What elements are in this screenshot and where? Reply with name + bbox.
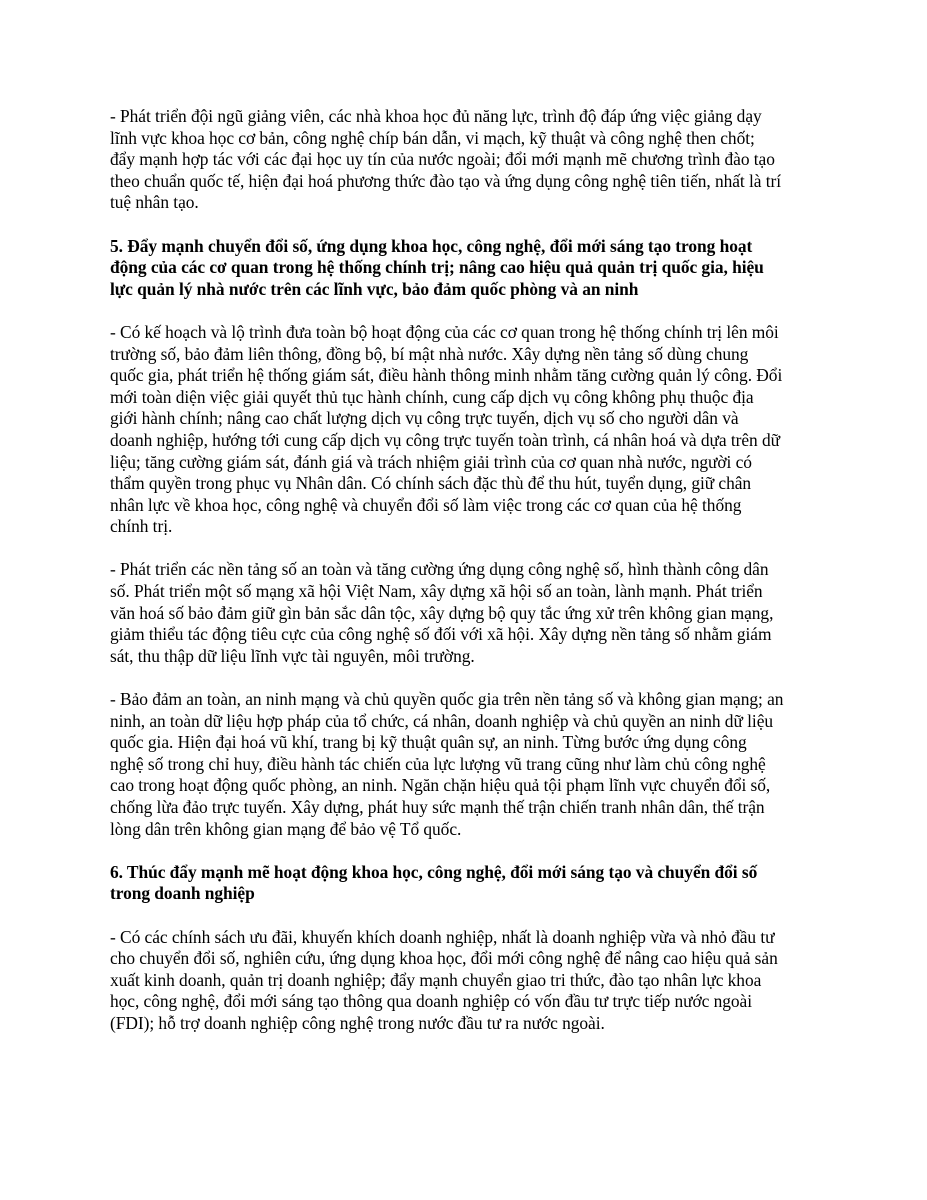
text-line: lòng dân trên không gian mạng để bảo vệ Tổ quốc. [110,818,462,839]
section-heading-5 [110,236,817,301]
text-line: tuệ nhân tạo. [110,192,199,213]
text-line: ninh, an toàn dữ liệu hợp pháp của tổ chức, cá nhân, doanh nghiệp và chủ quyền an ninh dữ liệu [110,710,774,731]
text-line: giảm thiểu tác động tiêu cực của công nghệ số đối với xã hội. Xây dựng nền tảng số nhằm giám [110,624,772,645]
heading-line: động của các cơ quan trong hệ thống chính trị; nâng cao hiệu quả quản trị quốc gia, hiệu [110,257,764,278]
text-line: liệu; tăng cường giám sát, đánh giá và trách nhiệm giải trình của cơ quan nhà nước, người có [110,451,752,472]
text-line: nhân lực về khoa học, công nghệ và chuyển đổi số làm việc trong các cơ quan của hệ thống [110,494,742,515]
text-line: quốc gia. Hiện đại hoá vũ khí, trang bị kỹ thuật quân sự, an ninh. Từng bước ứng dụng công [110,732,747,753]
heading-line: trong doanh nghiệp [110,883,255,904]
text-line: quốc gia, phát triển hệ thống giám sát, điều hành thông minh nhằm tăng cường quản lý công. Đổi [110,365,783,386]
text-line: (FDI); hỗ trợ doanh nghiệp công nghệ trong nước đầu tư ra nước ngoài. [110,1012,605,1033]
text-line: theo chuẩn quốc tế, hiện đại hoá phương thức đào tạo và ứng dụng công nghệ tiên tiến, nhất là trí [110,170,782,191]
text-line: - Bảo đảm an toàn, an ninh mạng và chủ quyền quốc gia trên nền tảng số và không gian mạng; an [110,689,784,710]
paragraph-digital-government [110,322,817,538]
text-line: chính trị. [110,516,173,537]
heading-line: lực quản lý nhà nước trên các lĩnh vực, bảo đảm quốc phòng và an ninh [110,278,639,299]
text-line: giới hành chính; nâng cao chất lượng dịch vụ công trực tuyến, dịch vụ số cho người dân và [110,408,739,429]
text-line: cho chuyển đổi số, nghiên cứu, ứng dụng khoa học, đổi mới công nghệ để nâng cao hiệu quả sản [110,948,778,969]
text-line: - Phát triển đội ngũ giảng viên, các nhà khoa học đủ năng lực, trình độ đáp ứng việc giảng dạy [110,106,762,126]
text-line: học, công nghệ, đổi mới sáng tạo thông qua doanh nghiệp có vốn đầu tư trực tiếp nước ngoài [110,991,753,1012]
text-line: sát, thu thập dữ liệu lĩnh vực tài nguyên, môi trường. [110,645,475,666]
text-line: mới toàn diện việc giải quyết thủ tục hành chính, cung cấp dịch vụ công không phụ thuộc địa [110,386,754,407]
text-line: - Có các chính sách ưu đãi, khuyến khích doanh nghiệp, nhất là doanh nghiệp vừa và nhỏ đầu tư [110,926,775,947]
text-line: lĩnh vực khoa học cơ bản, công nghệ chíp bán dẫn, vi mạch, kỹ thuật và công nghệ then chốt; [110,127,755,148]
heading-line: 5. Đẩy mạnh chuyển đổi số, ứng dụng khoa học, công nghệ, đổi mới sáng tạo trong hoạt [110,235,753,256]
text-line: đẩy mạnh hợp tác với các đại học uy tín của nước ngoài; đổi mới mạnh mẽ chương trình đào tạo [110,149,775,170]
text-line: chống lừa đảo trực tuyến. Xây dựng, phát huy sức mạnh thế trận chiến tranh nhân dân, thế trận [110,797,765,817]
paragraph-cyber-security [110,689,817,840]
text-line: doanh nghiệp, hướng tới cung cấp dịch vụ công trực tuyến toàn trình, cá nhân hoá và dựa trên dữ [110,429,780,450]
text-line: số. Phát triển một số mạng xã hội Việt Nam, xây dựng xã hội số an toàn, lành mạnh. Phát triển [110,581,763,602]
text-line: văn hoá số bảo đảm giữ gìn bản sắc dân tộc, xây dựng bộ quy tắc ứng xử trên không gian mạng, [110,602,774,623]
text-line: xuất kinh doanh, quản trị doanh nghiệp; đẩy mạnh chuyển giao tri thức, đào tạo nhân lực khoa [110,969,762,990]
paragraph-enterprise-incentives [110,927,817,1035]
heading-line: 6. Thúc đẩy mạnh mẽ hoạt động khoa học, công nghệ, đổi mới sáng tạo và chuyển đổi số [110,861,758,882]
text-line: - Có kế hoạch và lộ trình đưa toàn bộ hoạt động của các cơ quan trong hệ thống chính trị lên môi [110,321,779,342]
text-line: cao trong hoạt động quốc phòng, an ninh. Ngăn chặn hiệu quả tội phạm lĩnh vực chuyển đổi số, [110,775,771,796]
text-line: trường số, bảo đảm liên thông, đồng bộ, bí mật nhà nước. Xây dựng nền tảng số dùng chung [110,343,749,364]
text-line: nghệ số trong chỉ huy, điều hành tác chiến của lực lượng vũ trang cũng như làm chủ công nghệ [110,753,766,774]
section-heading-6 [110,862,817,905]
text-line: thẩm quyền trong phục vụ Nhân dân. Có chính sách đặc thù để thu hút, tuyển dụng, giữ chân [110,473,752,494]
paragraph-lecturers [110,106,817,214]
paragraph-digital-platforms [110,559,817,667]
text-line: - Phát triển các nền tảng số an toàn và tăng cường ứng dụng công nghệ số, hình thành công dân [110,559,769,580]
